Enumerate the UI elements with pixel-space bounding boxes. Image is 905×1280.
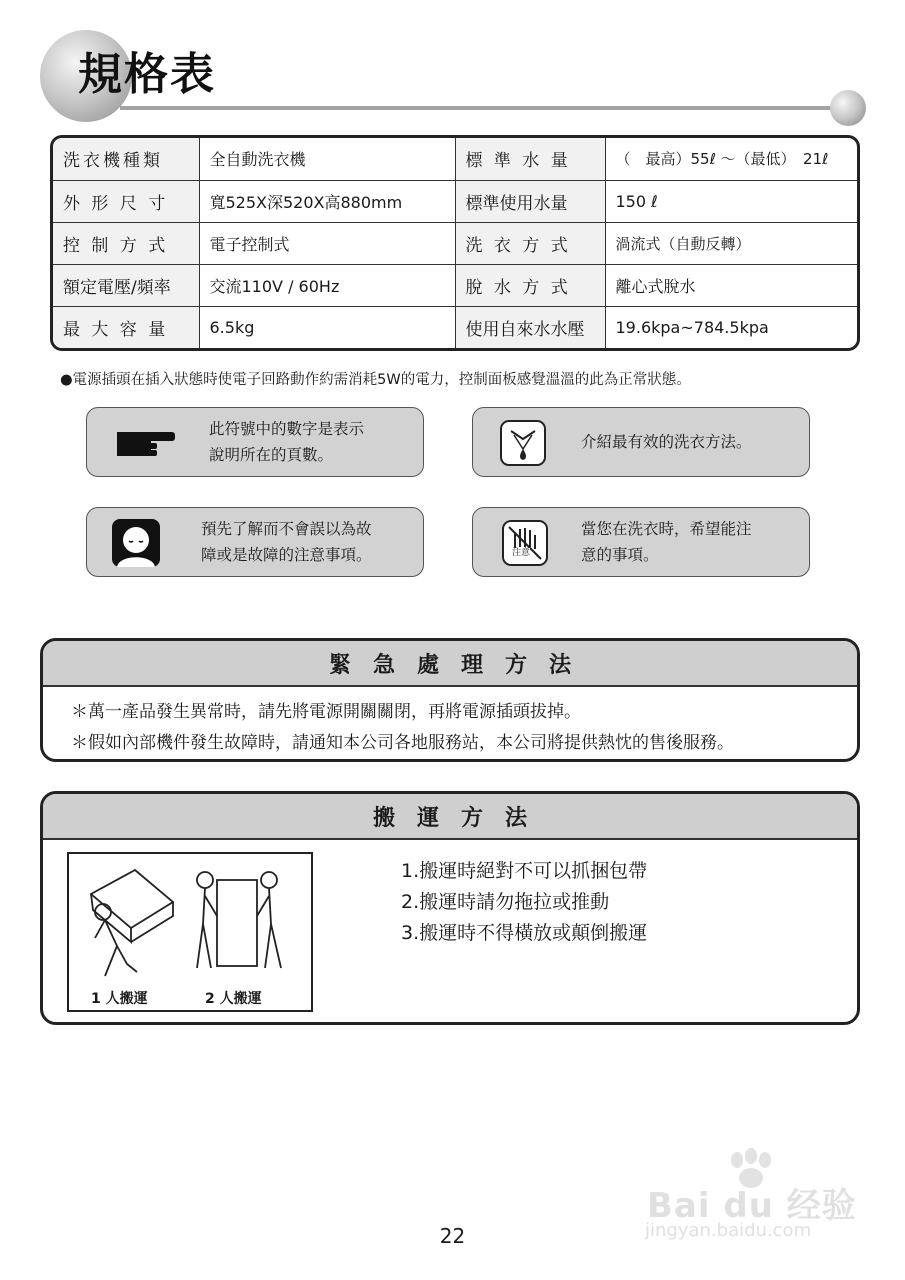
watermark-brand: Bai du 经验 — [647, 1186, 857, 1226]
table-row — [53, 222, 857, 264]
legend-text: 障或是故障的注意事項。 — [201, 546, 372, 564]
emergency-panel — [40, 638, 860, 762]
legend-pointer — [86, 407, 424, 477]
spec-value: 6.5kg — [199, 306, 455, 348]
spec-label: 洗 衣 方 式 — [455, 222, 605, 264]
spec-label: 控 制 方 式 — [53, 222, 199, 264]
spec-value: 電子控制式 — [199, 222, 455, 264]
carry-instructions — [401, 856, 647, 949]
legend-text: 預先了解而不會誤以為故 — [201, 520, 372, 538]
header-divider — [120, 106, 840, 110]
legend-text: 當您在洗衣時，希望能注 — [581, 520, 752, 538]
spec-label: 額定電壓/頻率 — [53, 264, 199, 306]
spec-value: 19.6kpa~784.5kpa — [605, 306, 857, 348]
table-row — [53, 138, 857, 180]
caution-icon-label: 注意 — [512, 548, 531, 558]
legend-text: 此符號中的數字是表示 — [209, 420, 365, 438]
spec-value: 150 ℓ — [605, 180, 857, 222]
watermark-url: jingyan.baidu.com — [645, 1220, 812, 1241]
legend-text: 介紹最有效的洗衣方法。 — [581, 433, 752, 451]
carry-illustration — [69, 854, 311, 1010]
legend-text: 說明所在的頁數。 — [209, 446, 334, 464]
page-number: 22 — [439, 1224, 466, 1248]
emergency-title: 緊急處理方法 — [43, 641, 857, 687]
carry-panel — [40, 791, 860, 1025]
spec-table — [50, 135, 860, 351]
spec-label: 最 大 容 量 — [53, 306, 199, 348]
legend-text: 意的事項。 — [581, 546, 659, 564]
power-note: ●電源插頭在插入狀態時使電子回路動作約需消耗5W的電力，控制面板感覺溫溫的此為正常狀態。 — [60, 372, 691, 388]
spec-value: 交流110V / 60Hz — [199, 264, 455, 306]
caution-hand-icon — [501, 519, 549, 567]
emergency-item: ＊假如內部機件發生故障時，請通知本公司各地服務站，本公司將提供熱忱的售後服務。 — [71, 733, 734, 753]
spec-value: 寬525X深520X高880mm — [199, 180, 455, 222]
list-item: 1.搬運時絕對不可以抓捆包帶 — [401, 860, 648, 882]
spec-value: 全自動洗衣機 — [199, 138, 455, 180]
spec-label: 洗衣機種類 — [53, 138, 199, 180]
legend-caution — [472, 507, 810, 577]
list-item: 3.搬運時不得橫放或顛倒搬運 — [401, 922, 648, 944]
water-tip-icon — [499, 419, 547, 467]
emergency-item: ＊萬一產品發生異常時，請先將電源開關關閉，再將電源插頭拔掉。 — [71, 702, 581, 722]
table-row — [53, 306, 857, 348]
legend-tip — [472, 407, 810, 477]
pointing-hand-icon — [115, 426, 177, 460]
spec-label: 標 準 水 量 — [455, 138, 605, 180]
spec-value: 渦流式（自動反轉） — [605, 222, 857, 264]
figure-label: 2 人搬運 — [205, 991, 262, 1007]
list-item: 2.搬運時請勿拖拉或推動 — [401, 891, 610, 913]
spec-label: 脫 水 方 式 — [455, 264, 605, 306]
table-row — [53, 264, 857, 306]
spec-label: 標準使用水量 — [455, 180, 605, 222]
spec-value: 離心式脫水 — [605, 264, 857, 306]
carry-title: 搬運方法 — [43, 794, 857, 840]
spec-label: 外 形 尺 寸 — [53, 180, 199, 222]
carry-figure — [67, 852, 313, 1012]
figure-label: 1 人搬運 — [91, 991, 148, 1007]
legend-warning — [86, 507, 424, 577]
person-warning-icon — [111, 518, 161, 568]
table-row — [53, 180, 857, 222]
page-title: 規格表 — [78, 49, 216, 100]
spec-value: （ 最高）55ℓ ～（最低） 21ℓ — [605, 138, 857, 180]
header-ball-decoration — [830, 90, 866, 126]
spec-label: 使用自來水水壓 — [455, 306, 605, 348]
